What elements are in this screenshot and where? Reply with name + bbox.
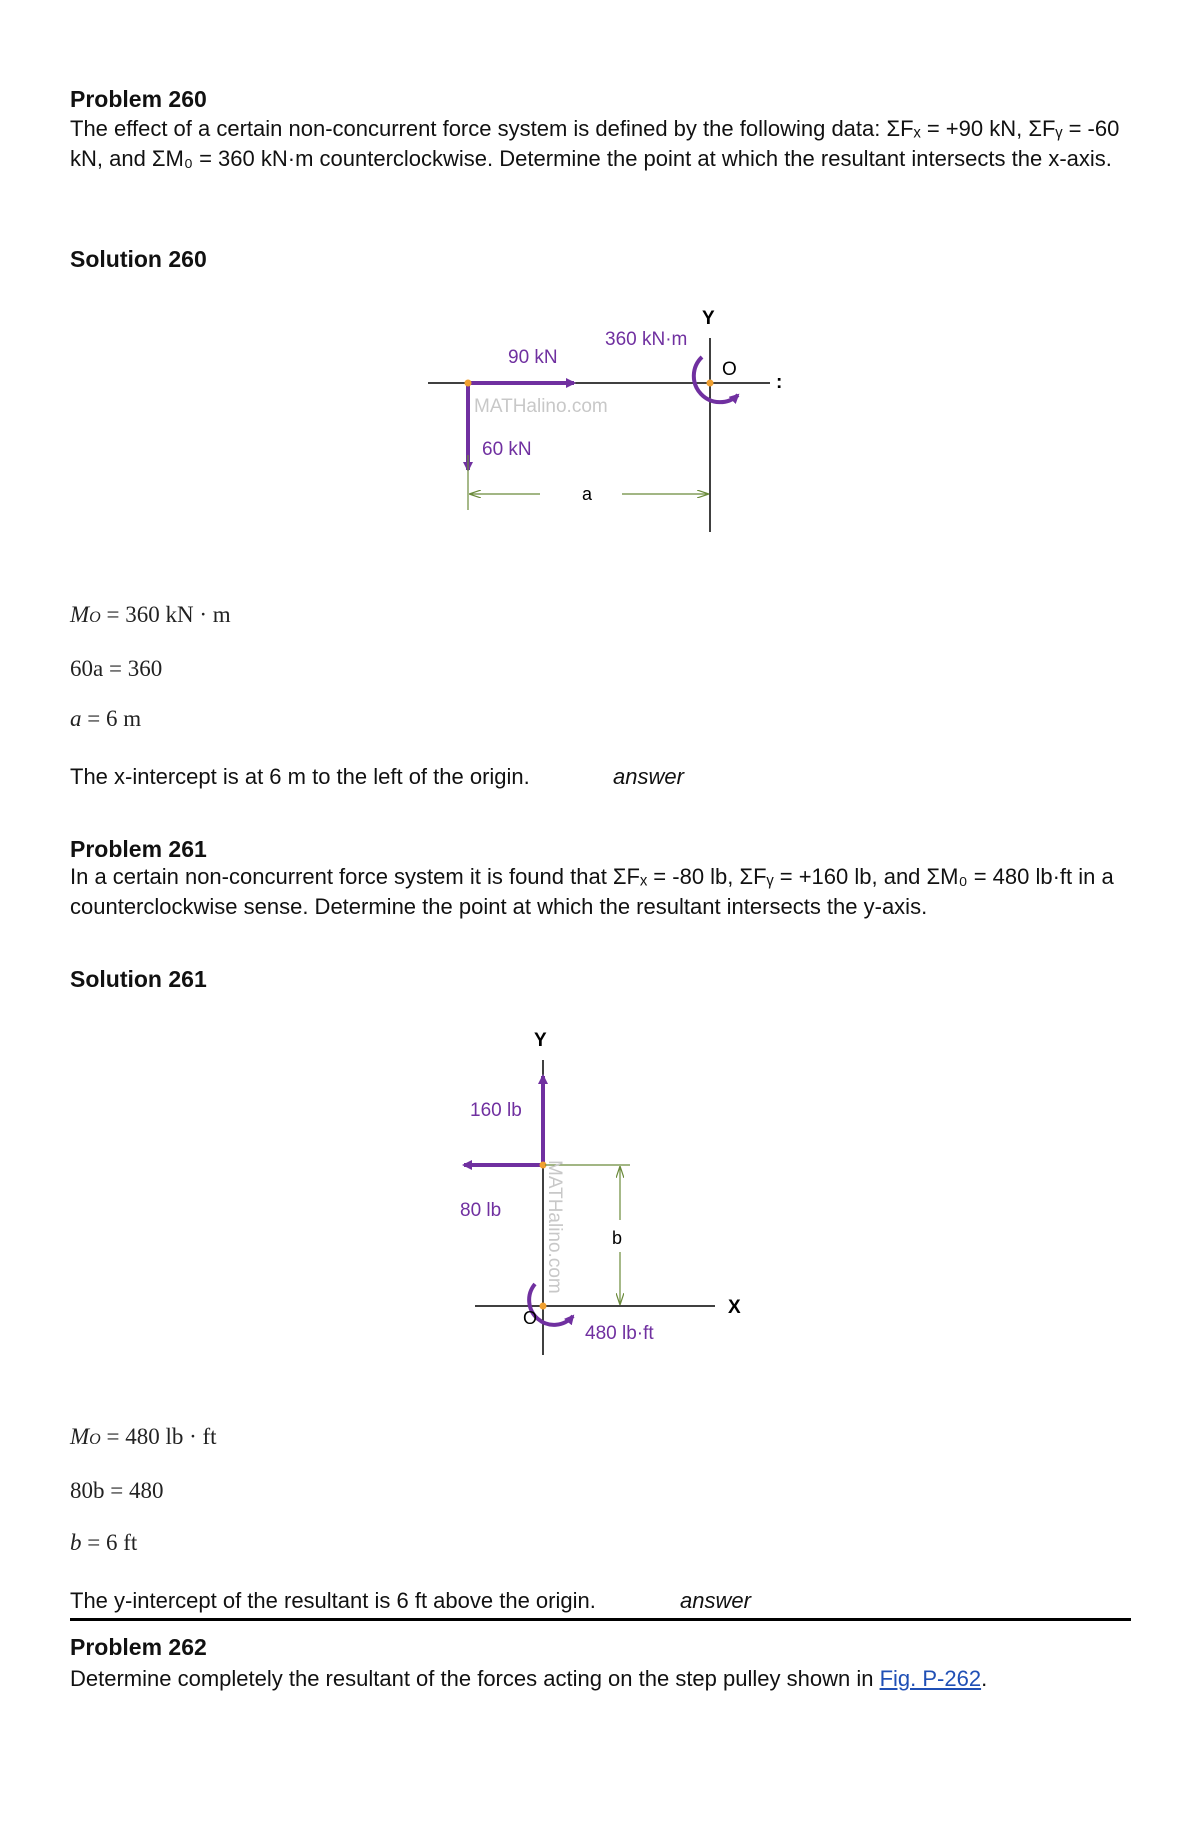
- dimension-a-label: a: [582, 484, 593, 504]
- watermark: MATHalino.com: [474, 396, 608, 417]
- problem-262-text: [70, 1664, 1130, 1694]
- answer-260-tag: answer: [613, 764, 684, 789]
- answer-261-text: The y-intercept of the resultant is 6 ft above the origin.: [70, 1588, 596, 1613]
- origin-point: [540, 1303, 547, 1310]
- equation-rhs: = 6 m: [87, 706, 142, 731]
- dimension-b-label: b: [612, 1228, 623, 1248]
- equation-rhs: = 480 lb · ft: [106, 1424, 217, 1449]
- y-axis-label: Y: [702, 308, 715, 329]
- equation-moment-261: [70, 1424, 217, 1450]
- fig-p262-link[interactable]: Fig. P-262: [879, 1666, 982, 1691]
- equation-moment-260: [70, 602, 231, 628]
- origin-point: [707, 380, 714, 387]
- section-divider: [70, 1618, 1131, 1621]
- problem-262-text-before: Determine completely the resultant of the forces acting on the step pulley shown in: [70, 1666, 880, 1691]
- equation-rhs: = 480: [110, 1478, 164, 1503]
- equation-balance-261: [70, 1478, 163, 1504]
- equation-result-261: [70, 1530, 137, 1556]
- equation-lhs: 60a: [70, 656, 104, 681]
- solution-261-title: Solution 261: [70, 966, 207, 992]
- problem-260-text: The effect of a certain non-concurrent force system is defined by the following data: ΣFₓ = +90 kN, ΣFᵧ = -60 kN, and ΣM₀ = 360 kN·m counterclockwise. Determine the point at which the resultant intersects the x-axis.: [70, 116, 1120, 171]
- figure-261: [450, 1020, 770, 1360]
- origin-label: O: [722, 359, 737, 380]
- x-axis-label: X: [728, 1297, 741, 1318]
- y-axis-label: Y: [534, 1030, 547, 1051]
- problem-260-title: Problem 260: [70, 86, 207, 112]
- equation-balance-260: [70, 656, 162, 682]
- equation-result-260: [70, 706, 141, 732]
- x-axis-stub-label: :: [776, 372, 783, 393]
- fx-label: 80 lb: [460, 1200, 502, 1221]
- equation-lhs: a: [70, 706, 82, 731]
- moment-label: 360 kN·m: [605, 329, 688, 350]
- fy-label: 160 lb: [470, 1100, 522, 1121]
- equation-rhs: = 6 ft: [87, 1530, 138, 1555]
- problem-262-title: Problem 262: [70, 1634, 207, 1660]
- fy-label: 60 kN: [482, 439, 532, 460]
- equation-rhs: = 360 kN · m: [106, 602, 231, 627]
- solution-260-title: Solution 260: [70, 246, 207, 272]
- problem-261-title: Problem 261: [70, 836, 207, 862]
- equation-lhs: 80b: [70, 1478, 105, 1503]
- application-point: [465, 380, 472, 387]
- figure-260: [400, 300, 800, 540]
- equation-sub: O: [89, 609, 101, 626]
- moment-label: 480 lb·ft: [585, 1323, 654, 1344]
- equation-lhs: b: [70, 1530, 82, 1555]
- origin-label: O: [523, 1308, 538, 1328]
- fx-label: 90 kN: [508, 347, 558, 368]
- answer-260-text: The x-intercept is at 6 m to the left of the origin.: [70, 764, 530, 789]
- problem-262-text-after: .: [981, 1666, 988, 1691]
- watermark: MATHalino.com: [544, 1160, 565, 1294]
- equation-lhs: M: [70, 602, 90, 627]
- answer-261-tag: answer: [680, 1588, 751, 1613]
- equation-lhs: M: [70, 1424, 90, 1449]
- problem-261-text: In a certain non-concurrent force system it is found that ΣFₓ = -80 lb, ΣFᵧ = +160 lb, and ΣM₀ = 480 lb·ft in a counterclockwise sense. Determine the point at which the resultant intersects the y-axis.: [70, 864, 1114, 919]
- equation-rhs: = 360: [108, 656, 163, 681]
- equation-sub: O: [89, 1431, 101, 1448]
